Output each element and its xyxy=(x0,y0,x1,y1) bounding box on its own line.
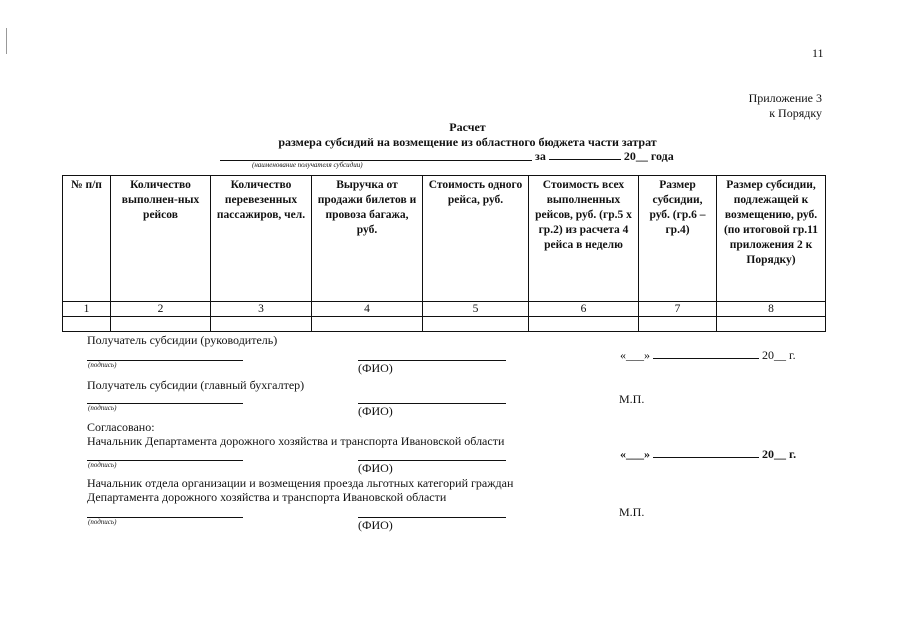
table-cell xyxy=(529,317,639,332)
department-head-label: Начальник Департамента дорожного хозяйства и транспорта Ивановской области xyxy=(87,434,505,448)
col-number-3: 3 xyxy=(211,302,312,317)
office-head-label-line-1: Начальник отдела организации и возмещения проезда льготных категорий граждан xyxy=(87,476,514,490)
col-header-2: Количество выполнен-ных рейсов xyxy=(111,176,211,302)
document-subtitle: размера субсидий на возмещение из областного бюджета части затрат xyxy=(278,135,657,149)
table-cell xyxy=(312,317,423,332)
period-year: 20__ xyxy=(623,149,648,163)
table-number-row xyxy=(63,302,826,317)
table-cell xyxy=(63,317,111,332)
period-blank xyxy=(549,158,621,160)
col-number-1: 1 xyxy=(63,302,111,317)
signature-hint: (подпись) xyxy=(88,361,117,369)
fio-hint: (ФИО) xyxy=(358,404,393,418)
date-month-blank xyxy=(653,358,759,359)
fio-hint: (ФИО) xyxy=(358,518,393,532)
table-cell xyxy=(717,317,826,332)
table-empty-row xyxy=(63,317,826,332)
stamp-place: М.П. xyxy=(619,505,645,519)
table-cell xyxy=(211,317,312,332)
date-day: «___» xyxy=(620,447,650,461)
date-year: 20__ г. xyxy=(762,447,797,461)
signature-hint: (подпись) xyxy=(88,461,117,469)
col-header-3: Количество перевезенных пассажиров, чел. xyxy=(211,176,312,302)
col-number-4: 4 xyxy=(312,302,423,317)
document-title: Расчет xyxy=(449,120,486,134)
page-number: 11 xyxy=(812,46,824,60)
col-number-5: 5 xyxy=(423,302,529,317)
date-month-blank xyxy=(653,457,759,458)
col-header-4: Выручка от продажи билетов и провоза багажа, руб. xyxy=(312,176,423,302)
col-header-1: № п/п xyxy=(63,176,111,302)
date-year: 20__ г. xyxy=(762,348,796,362)
col-number-7: 7 xyxy=(639,302,717,317)
margin-mark xyxy=(6,28,7,54)
date-day: «___» xyxy=(620,348,650,362)
office-head-label-line-2: Департамента дорожного хозяйства и транспорта Ивановской области xyxy=(87,490,447,504)
appendix-reference xyxy=(749,91,822,121)
col-header-6: Стоимость всех выполненных рейсов, руб. (гр.5 х гр.2) из расчета 4 рейса в неделю xyxy=(529,176,639,302)
appendix-line-1: Приложение 3 xyxy=(748,91,822,105)
agreed-label: Согласовано: xyxy=(87,420,155,434)
col-header-5: Стоимость одного рейса, руб. xyxy=(423,176,529,302)
fio-hint: (ФИО) xyxy=(358,461,393,475)
period-suffix: года xyxy=(650,149,674,163)
signature-hint: (подпись) xyxy=(88,518,117,526)
calculation-table xyxy=(62,175,826,332)
col-header-8: Размер субсидии, подлежащей к возмещению, руб. (по итоговой гр.11 приложения 2 к Порядку) xyxy=(717,176,826,302)
col-header-7: Размер субсидии, руб. (гр.6 – гр.4) xyxy=(639,176,717,302)
table-cell xyxy=(111,317,211,332)
recipient-accountant-label: Получатель субсидии (главный бухгалтер) xyxy=(87,378,305,392)
col-number-2: 2 xyxy=(111,302,211,317)
table-cell xyxy=(423,317,529,332)
appendix-line-2: к Порядку xyxy=(769,106,822,120)
date-field xyxy=(620,348,796,363)
period-prefix: за xyxy=(535,149,546,163)
date-field xyxy=(620,447,796,462)
stamp-place: М.П. xyxy=(619,392,645,406)
table-header-row xyxy=(63,176,826,302)
fio-hint: (ФИО) xyxy=(358,361,393,375)
period xyxy=(535,149,674,164)
table-cell xyxy=(639,317,717,332)
recipient-name-hint: (наименование получателя субсидии) xyxy=(252,161,363,169)
recipient-head-label: Получатель субсидии (руководитель) xyxy=(87,333,278,347)
col-number-6: 6 xyxy=(529,302,639,317)
col-number-8: 8 xyxy=(717,302,826,317)
signature-hint: (подпись) xyxy=(88,404,117,412)
